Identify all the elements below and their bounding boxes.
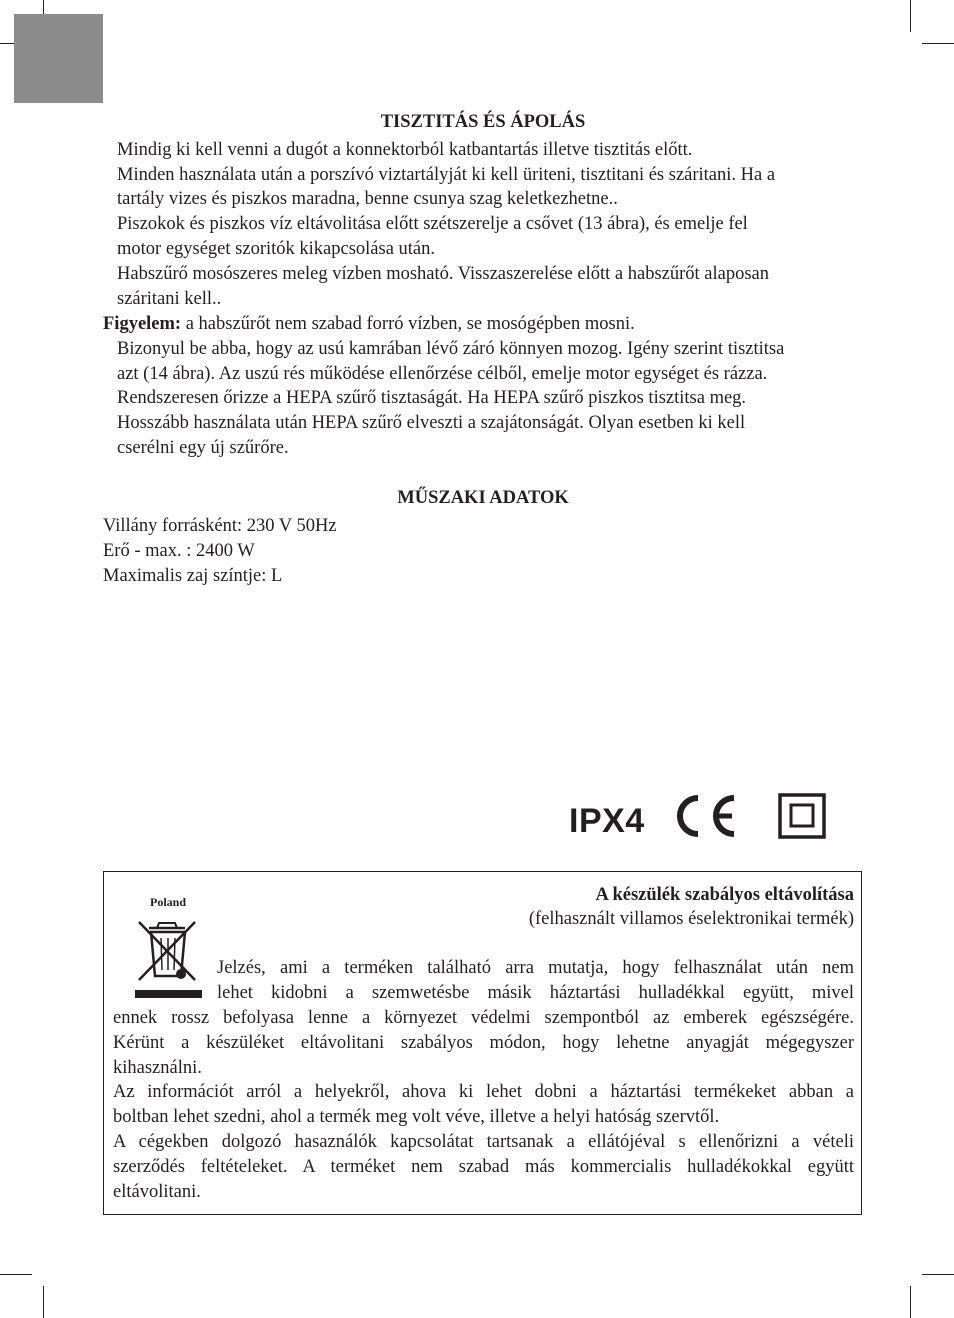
- warning-text: a habszűrőt nem szabad forró vízben, se mosógépben mosni.: [181, 314, 635, 334]
- spec-line: Erő - max. : 2400 W: [103, 541, 255, 561]
- disposal-subtitle: (felhasznált villamos éselektronikai termék): [528, 909, 854, 929]
- cleaning-line: azt (14 ábra). Az uszú rés működése ellenőrzése célből, emelje motor egységet és rázza.: [117, 364, 768, 384]
- disposal-line: ennek rossz befolyasa lenne a környezet védelmi szempontból az emberek egészségére.: [113, 1008, 854, 1028]
- spec-line: Villány forrásként: 230 V 50Hz: [103, 516, 337, 536]
- disposal-line: Az információt arról a helyekről, ahova ki lehet dobni a háztartási termékeket abban a: [113, 1082, 854, 1102]
- crop-mark: [922, 43, 954, 44]
- disposal-line: Jelzés, ami a terméken található arra mutatja, hogy felhasználat után nem: [217, 958, 854, 978]
- spec-line: Maximalis zaj színtje: L: [103, 566, 283, 586]
- ipx4-rating: IPX4: [569, 802, 645, 840]
- disposal-line: Kérünt a készüléket eltávolitani szabályos módon, hogy lehetne anyagját mégegyszer: [113, 1033, 854, 1053]
- crop-mark: [910, 1286, 911, 1318]
- disposal-line: A cégekben dolgozó hasaználók kapcsolátat tartsanak a ellátójéval s ellenőrizni a vételi: [113, 1132, 854, 1152]
- cleaning-line: Rendszeresen őrizze a HEPA szűrő tisztaságát. Ha HEPA szűrő piszkos tisztitsa meg.: [117, 388, 747, 408]
- cleaning-line: tartály vizes és piszkos maradna, benne csunya szag keletkezhetne..: [117, 189, 618, 209]
- cleaning-line: Minden használata után a porszívó viztartályját ki kell üriteni, tisztitani és száritani. Ha a: [117, 165, 776, 185]
- ce-mark-icon: [672, 792, 738, 840]
- warning-paragraph: [103, 315, 635, 334]
- crop-mark: [922, 1274, 954, 1275]
- crop-mark: [43, 1286, 44, 1318]
- cleaning-line: Bizonyul be abba, hogy az usú kamrában lévő záró könnyen mozog. Igény szerint tisztitsa: [117, 339, 785, 359]
- disposal-line: eltávolitani.: [113, 1182, 201, 1202]
- disposal-line: szerződés feltételeket. A terméket nem szabad más kommercialis hulladékokkal együtt: [113, 1157, 854, 1177]
- disposal-line: lehet kidobni a szemwetésbe másik háztartási hulladékkal együtt, mivel: [217, 983, 854, 1003]
- cleaning-title: TISZTITÁS ÉS ÁPOLÁS: [380, 112, 586, 132]
- class-ii-double-insulation-icon: [778, 793, 826, 839]
- country-label: Poland: [150, 895, 187, 909]
- crop-mark: [910, 0, 911, 32]
- section-tab-marker: [14, 14, 103, 103]
- specs-title: MŰSZAKI ADATOK: [397, 488, 569, 508]
- disposal-line: boltban lehet szedni, ahol a termék meg volt véve, illetve a helyi hatóság szervtől.: [113, 1107, 720, 1127]
- cleaning-line: Piszokok és piszkos víz eltávolitása előtt szétszerelje a csővet (13 ábra), és emelje fel: [117, 214, 748, 234]
- cleaning-line: Mindig ki kell venni a dugót a konnektorból katbantartás illetve tisztitás előtt.: [117, 140, 693, 160]
- crop-mark: [0, 1274, 32, 1275]
- disposal-line: kihasználni.: [113, 1058, 202, 1078]
- disposal-title: A készülék szabályos eltávolítása: [595, 885, 854, 905]
- cleaning-line: száritani kell..: [117, 289, 222, 309]
- cleaning-line: motor egységet szoritók kikapcsolása után.: [117, 239, 436, 259]
- crossed-out-wheelie-bin-icon: [135, 916, 202, 1000]
- cleaning-line: cserélni egy új szűrőre.: [117, 438, 289, 458]
- warning-label: Figyelem:: [103, 314, 182, 334]
- cleaning-line: Hosszább használata után HEPA szűrő elveszti a szajátonságát. Olyan esetben ki kell: [117, 413, 746, 433]
- cleaning-line: Habszűrő mosószeres meleg vízben mosható. Visszaszerelése előtt a habszűrőt alaposan: [117, 264, 769, 284]
